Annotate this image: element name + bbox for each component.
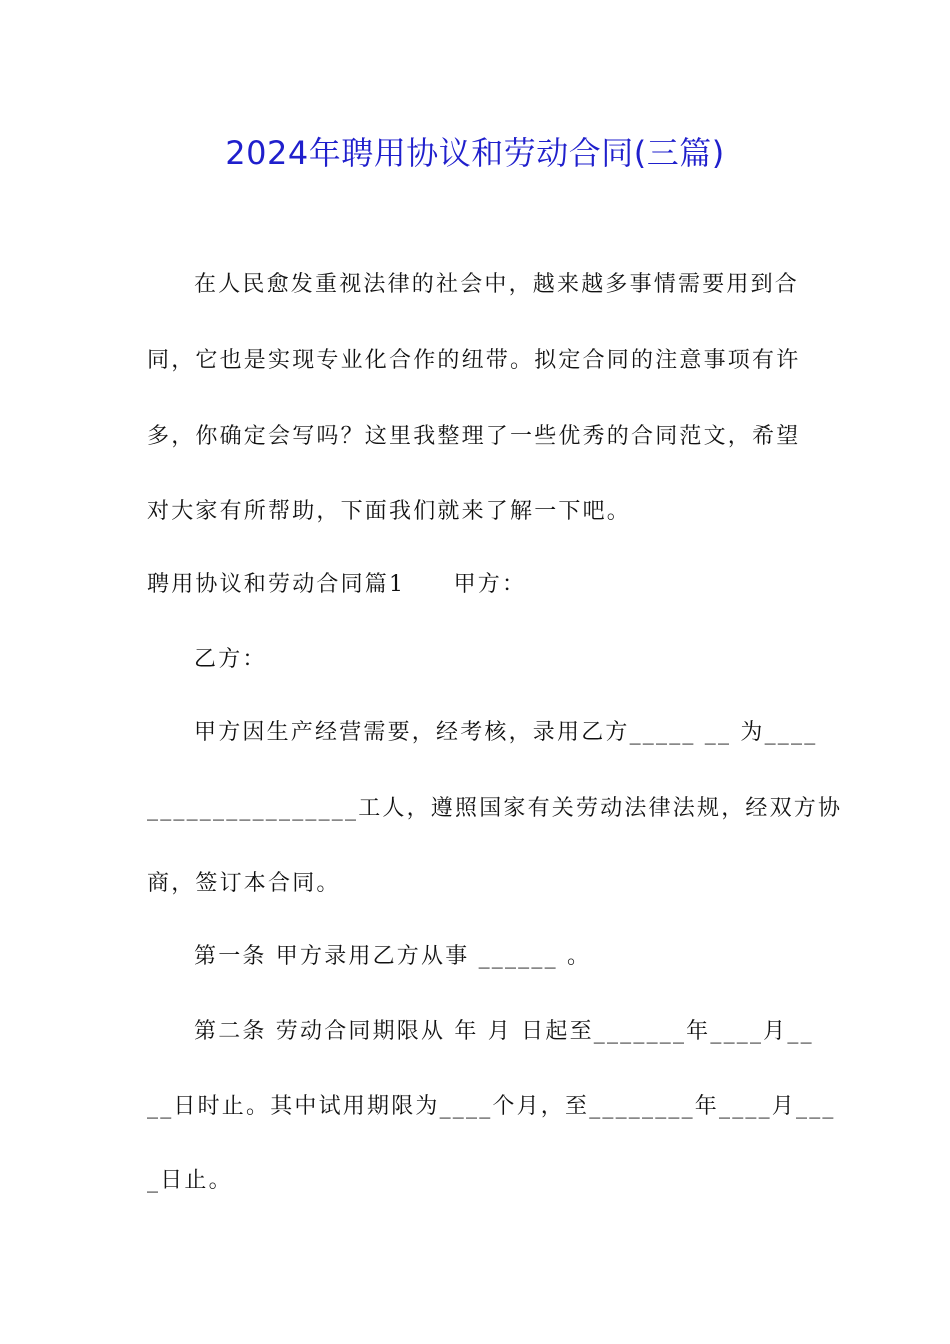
party-b-label: 乙方： [194, 647, 267, 672]
paragraph-line: ________________工人，遵照国家有关劳动法律法规，经双方协 [147, 796, 843, 821]
document-title: 2024年聘用协议和劳动合同(三篇) [225, 134, 725, 172]
article-2-line: 第二条 劳动合同期限从 年 月 日起至_______年____月__ [194, 1019, 814, 1044]
article-1: 第一条 甲方录用乙方从事 ______ 。 [194, 944, 592, 969]
intro-line: 在人民愈发重视法律的社会中，越来越多事情需要用到合 [194, 272, 800, 297]
intro-line: 同，它也是实现专业化合作的纽带。拟定合同的注意事项有许 [147, 348, 801, 373]
intro-line: 多，你确定会写吗？这里我整理了一些优秀的合同范文，希望 [147, 424, 801, 449]
article-2-line: _日止。 [147, 1168, 233, 1193]
intro-line: 对大家有所帮助，下面我们就来了解一下吧。 [147, 499, 632, 524]
paragraph-line: 甲方因生产经营需要，经考核，录用乙方_____ __ 为____ [194, 720, 818, 745]
paragraph-line: 商，签订本合同。 [147, 871, 341, 896]
article-2-line: __日时止。其中试用期限为____个月，至________年____月___ [147, 1094, 836, 1119]
section-heading: 聘用协议和劳动合同篇1 甲方： [147, 572, 527, 597]
